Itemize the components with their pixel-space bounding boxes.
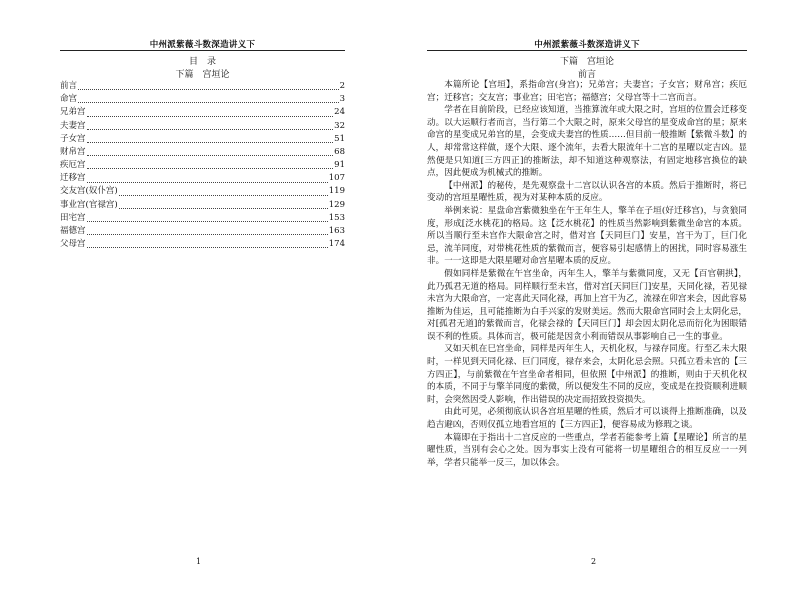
- page-number: 1: [196, 557, 202, 566]
- toc-leader-dots: [87, 129, 334, 130]
- toc-leader-dots: [78, 89, 339, 90]
- toc-leader-dots: [87, 247, 328, 248]
- toc-entry[interactable]: [60, 238, 345, 251]
- toc-entry-page: 68: [334, 146, 345, 157]
- toc-leader-dots: [87, 168, 334, 169]
- toc-entry-page: 163: [328, 226, 345, 237]
- toc-entry-page: 174: [328, 239, 345, 250]
- paragraph: 假如同样是紫微在午宫坐命，丙年生人，擎羊与紫微同度，又无【百官朝拱】，此乃孤君无道的格局。同样顺行至未宫，借对宫[天同巨门]安星，天同化禄，若见禄未宫为大限命宫，一定喜此天同化禄，再加上宫干为乙，流禄在卯宫来会，因此容易推断为佳运，且可能推断为白手兴家的发财美运。然而大限命宫同时会上太阴化忌，对[孤君无道]的紫微而言，化禄会禄的【天同巨门】却会因太阴化忌而衍化为困眼错误不利的性质。具体而言，极可能是因贪小利而错误从事影响自己一生的事业。: [427, 268, 747, 342]
- toc-entry-label: 兄弟宫: [60, 107, 86, 118]
- paragraph: 举例来说：星盘命宫紫微独坐在午王年生人，擎羊在子垣(好迁移宫)，与贪狼同度，形成[泛水桃花]的格局。这【泛水桃花】的性质当然影响到紫微坐命宫的本质。所以当顺行至未宫作大限命宫之时，借对宫【天同巨门】安星，宫干为丁，巨门化忌，流羊同度，对带桃花性质的紫微而言，便容易引起感情上的困扰，同时容易涨生非。一一这即是大限星曜对命宫星曜本质的反应。: [427, 205, 747, 267]
- toc-entry[interactable]: [60, 225, 345, 238]
- paragraph: 又如天机在巳宫坐命，同样是丙年生人，天机化权，与禄存同度。行至乙未大限时，一样见到天同化禄、巨门同度，禄存来会，太阴化忌会照。只孤立看未宫的【三方四正】，与前紫微在午宫坐命者相同，但依照【中州派】的推断，则由于天机化权的本质，不同于与擎羊同度的紫微，所以便发生不同的反应，变成是在投资顺利进顺时，会突然因受人影响，作出错误的决定而招致投资损失。: [427, 344, 747, 405]
- header-rule: [427, 50, 747, 51]
- toc-entry[interactable]: [60, 120, 345, 133]
- toc-entry-page: 107: [328, 173, 345, 184]
- toc-leader-dots: [87, 221, 328, 222]
- page-number: 2: [591, 557, 597, 566]
- toc-entry-label: 疾厄宫: [60, 160, 86, 171]
- toc-entry-label: 事业宫(官禄宫): [60, 199, 118, 210]
- toc-leader-dots: [87, 142, 334, 143]
- toc-entry[interactable]: [60, 80, 345, 93]
- header-rule: [60, 50, 345, 51]
- toc-leader-dots: [87, 234, 328, 235]
- paragraph: 本篇所论【宫垣】，系指命宫(身宫)；兄弟宫；夫妻宫；子女宫；财帛宫；疾厄宫；迁移宫；交友宫；事业宫；田宅宫；福德宫；父母宫等十二宫而言。: [427, 80, 747, 103]
- toc-entry-page: 91: [334, 160, 345, 171]
- toc-entry-label: 父母宫: [60, 239, 86, 250]
- paragraph: 【中州派】的秘传，是先观察盘十二宫以认识各宫的本质。然后于推断时，将已变动的宫垣星曜性质，视为对某种本质的反应。: [427, 180, 747, 204]
- toc-entry-label: 福德宫: [60, 226, 86, 237]
- running-head: 中州派紫薇斗数深造讲义下: [534, 40, 640, 50]
- toc-leader-dots: [87, 182, 328, 183]
- toc-entry-label: 命宫: [60, 94, 78, 105]
- toc-entry-page: 129: [328, 199, 345, 210]
- toc-leader-dots: [78, 102, 339, 103]
- right-page: [397, 0, 793, 614]
- toc-entry-label: 财帛宫: [60, 146, 86, 157]
- toc-leader-dots: [87, 116, 334, 117]
- toc-entry-page: 119: [328, 186, 345, 197]
- toc-entry[interactable]: [60, 212, 345, 225]
- toc-entry[interactable]: [60, 186, 345, 199]
- toc-entry-label: 子女宫: [60, 133, 86, 144]
- paragraph: 由此可见，必须彻底认识各宫垣星曜的性质，然后才可以谈得上推断准确，以及趋吉避凶，否则仅孤立地看宫垣的【三方四正】，便容易成为修瑕之谈。: [427, 407, 747, 431]
- toc-entry[interactable]: [60, 146, 345, 159]
- toc-entry[interactable]: [60, 199, 345, 212]
- toc-leader-dots: [119, 208, 328, 209]
- left-page: [0, 0, 396, 614]
- section-title: 下篇 宫垣论: [559, 57, 614, 67]
- paragraph: 学者在目前阶段，已经应该知道，当推算流年或大限之时，宫垣的位置会迁移变动。以大运顺行者而言，当行第二个大限之时，原来父母宫的星变成命宫的星；原来命宫的星变成兄弟宫的星，会变成夫妻宫的性质……但目前一般推断【紫微斗数】的人，却常常这样做，逐个大限、逐个流年，去看大限流年十二宫的星曜以定吉凶。显然便是只知道[三方四正]的推断法，却不知道这种观察法，有固定地移宫换位的缺点，因此便成为机械式的推断。: [427, 105, 747, 179]
- toc-entry[interactable]: [60, 133, 345, 146]
- section-subtitle: 前言: [577, 70, 596, 80]
- toc-entry[interactable]: [60, 159, 345, 172]
- toc-entry-label: 前言: [60, 80, 78, 91]
- toc-entry[interactable]: [60, 93, 345, 106]
- toc-entry-page: 24: [334, 107, 345, 118]
- toc-entry-label: 田宅宫: [60, 212, 86, 223]
- toc-leader-dots: [119, 195, 328, 196]
- toc-entry-label: 交友宫(奴仆宫): [60, 186, 118, 197]
- toc-subtitle: 下篇 宫垣论: [175, 70, 230, 80]
- toc-leader-dots: [87, 155, 334, 156]
- toc-entry-page: 32: [334, 120, 345, 131]
- toc-entry-page: 51: [334, 133, 345, 144]
- toc-entry[interactable]: [60, 172, 345, 185]
- running-head: 中州派紫薇斗数深造讲义下: [149, 40, 256, 50]
- paragraph: 本篇即在于指出十二宫反应的一些重点，学者若能参考上篇【星曜论】所言的星曜性质，当別有会心之处。因为事实上没有可能将一切星曜组合的相互反应一一列举，学者只能举一反三，加以体会。: [427, 432, 747, 468]
- toc-entry-page: 3: [339, 94, 345, 105]
- toc-entry-page: 2: [339, 80, 345, 91]
- table-of-contents: [60, 80, 345, 251]
- toc-entry-page: 153: [328, 212, 345, 223]
- toc-entry-label: 夫妻宫: [60, 120, 86, 131]
- toc-entry-label: 迁移宫: [60, 173, 86, 184]
- toc-entry[interactable]: [60, 106, 345, 119]
- body-text: [427, 79, 747, 469]
- toc-title: 目 录: [188, 57, 216, 67]
